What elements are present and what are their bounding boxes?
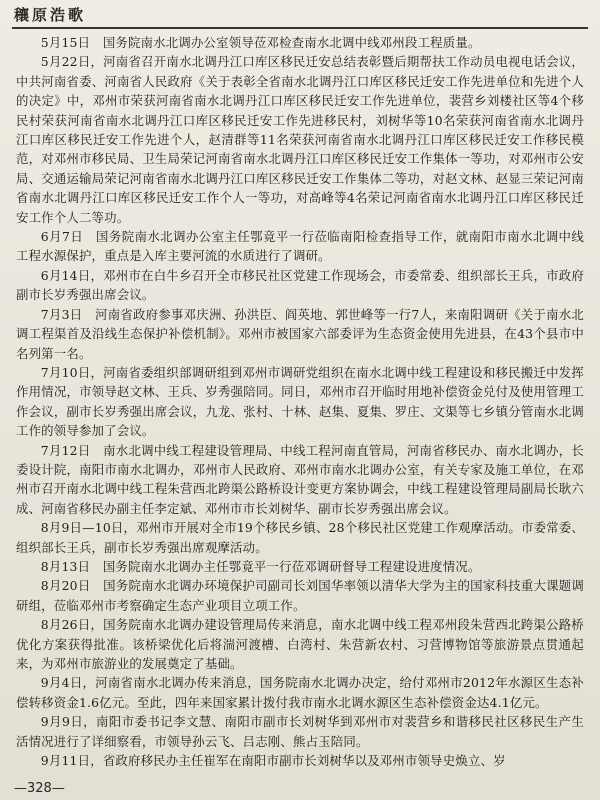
entry-aug-20: 8月20日 国务院南水北调办环境保护司副司长刘国华率领以清华大学为主的国家科技重大课题调研组，莅临邓州市考察确定生态产业项目立项工作。 [16,578,584,613]
entry-aug-13: 8月13日 国务院南水北调办主任鄂竟平一行莅邓调研督导工程建设进度情况。 [40,558,481,574]
entry-jun-14: 6月14日，邓州市在白牛乡召开全市移民社区党建工作现场会，市委常委、组织部长王兵，市政府副市长岁秀强出席会议。 [16,267,584,303]
entry-aug-9: 8月9日—10日，邓州市开展对全市19个移民乡镇、28个移民社区党建工作观摩活动。市委常委、组织部长王兵，副市长岁秀强出席观摩活动。 [16,520,584,555]
entry-jul-10: 7月10日，河南省委组织部调研组到邓州市调研党组织在南水北调中线工程建设和移民搬迁中发挥作用情况，市领导赵文林、王兵、岁秀强陪同。同日，邓州市召开临时用地补偿资金兑付及使用管理工作会议，副市长岁秀强出席会议，九龙、张村、十林、赵集、夏集、罗庄、文渠等七乡镇分管南水北调工作的领导参加了会议。 [16,364,584,439]
entry-jul-3: 7月3日 河南省政府参事邓庆洲、孙洪臣、阎英地、郭世峰等一行7人，来南阳调研《关于南水北调工程渠首及沿线生态保护补偿机制》。邓州市被国家六部委评为生态资金使用先进县，在43个县市中名列第一名。 [16,306,584,361]
page-number: —328— [14,781,65,796]
entry-may-15: 5月15日 国务院南水北调办公室领导莅邓检查南水北调中线邓州段工程质量。 [40,35,481,50]
entry-jun-7: 6月7日 国务院南水北调办公室主任鄂竟平一行莅临南阳检查指导工作，就南阳市南水北调中线工程水源保护，重点是入库主要河流的水质进行了调研。 [16,229,584,264]
entry-jul-12: 7月12日 南水北调中线工程建设管理局、中线工程河南直管局，河南省移民办、南水北调办，长委设计院，南阳市南水北调办，邓州市人民政府、邓州市南水北调办公室，有关专家及施工单位，在邓州市召开南水北调中线工程朱营西北跨渠公路桥设计变更方案协调会，中线工程建设管理局副局长耿六成、河南省移民办副主任李定斌、邓州市市长刘树华、副市长岁秀强出席会议。 [16,442,584,516]
entry-sep-11: 9月11日，省政府移民办主任崔军在南阳市副市长刘树华以及邓州市领导史焕立、岁 [40,753,506,769]
entry-sep-4: 9月4日，河南省南水北调办传来消息，国务院南水北调办决定，给付邓州市2012年水源区生态补偿转移资金1.6亿元。至此，四年来国家累计拨付我市南水北调水源区生态补偿资金达4.1亿元。 [16,675,584,710]
entry-may-22: 5月22日，河南省召开南水北调丹江口库区移民迁安总结表彰暨后期帮扶工作动员电视电话会议，中共河南省委、河南省人民政府《关于表彰全省南水北调丹江口库区移民迁安工作先进单位和先进个人的决定》中，邓州市荣获河南省南水北调丹江口库区移民迁安工作先进单位，裴营乡刘楼社区等4个移民村荣获河南省南水北调丹江口库区移民迁安工作先进移民村，刘树华等10名荣获河南省南水北调丹江口库区移民迁安工作先进个人，赵清群等11名荣获河南省南水北调丹江口库区移民迁安工作移民模范，对邓州市移民局、卫生局荣记河南省南水北调丹江口库区移民迁安工作集体一等功，对邓州市公安局、交通运输局荣记河南省南水北调丹江口库区移民迁安工作集体二等功，对赵文林、赵显三荣记河南省南水北调丹江口库区移民迁安工作个人一等功，对高峰等4名荣记河南省南水北调丹江口库区移民迁安工作个人二等功。 [16,54,584,225]
running-header [12,0,588,29]
entry-sep-9: 9月9日，南阳市委书记李文慧、南阳市副市长刘树华到邓州市对裴营乡和谐移民社区移民生产生活情况进行了详细察看，市领导孙云飞、吕志刚、熊占玉陪同。 [16,714,584,749]
chronicle-body [12,29,588,770]
entry-aug-26: 8月26日，国务院南水北调办建设管理局传来消息，南水北调中线工程邓州段朱营西北跨渠公路桥优化方案获得批准。该桥梁优化后将湍河渡槽、白湾村、朱营新农村、习营博物馆等旅游景点贯通起来，为邓州市旅游业的发展奠定了基础。 [16,617,584,671]
running-header-title: 穰原浩歌 [14,6,87,24]
